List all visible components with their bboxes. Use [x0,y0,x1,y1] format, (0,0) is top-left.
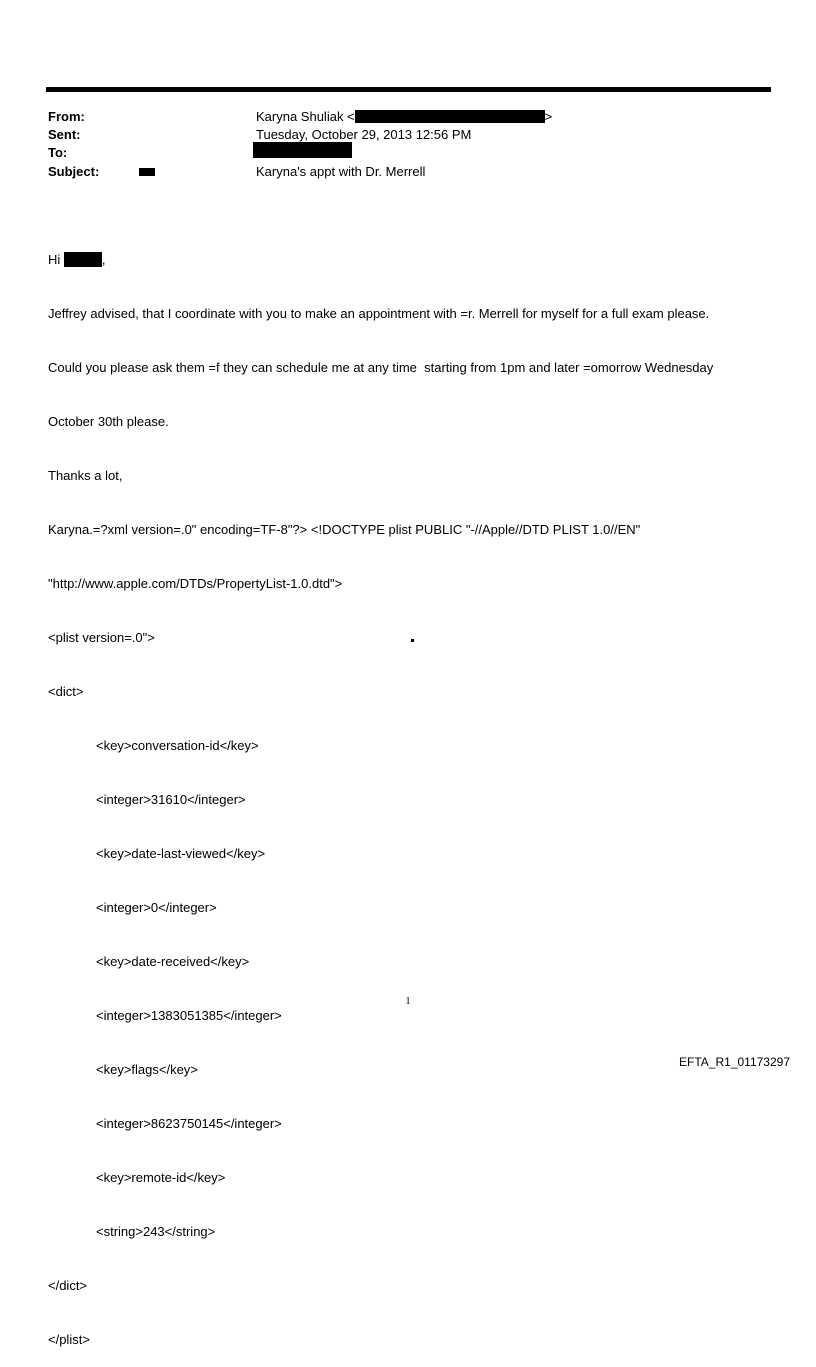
from-email-close: > [544,109,553,124]
dict-line: <key>date-last-viewed</key> [96,846,266,861]
greeting-redaction-block [64,252,102,267]
sent-label: Sent: [48,127,81,142]
dict-line: <integer>31610</integer> [96,792,246,807]
greeting-line [48,251,778,269]
body-line: Karyna.=?xml version=.0" encoding=TF-8"?> <!DOCTYPE plist PUBLIC "-//Apple//DTD PLIST 1.0//EN" [48,522,641,537]
greeting-text: Hi [48,252,61,267]
body-line: <dict> [48,684,84,699]
subject-redaction-block [139,168,155,176]
dict-line: <key>date-received</key> [96,954,250,969]
closing-line: </dict> [48,1278,88,1293]
dict-line: <integer>0</integer> [96,900,217,915]
dict-line: <integer>8623750145</integer> [96,1116,282,1131]
dict-line: <integer>1383051385</integer> [96,1008,282,1023]
body-line: October 30th please. [48,414,169,429]
dict-line: <string>243</string> [96,1224,216,1239]
email-body [48,215,778,1367]
stray-mark [411,639,414,642]
sent-value: Tuesday, October 29, 2013 12:56 PM [256,127,472,142]
body-line: Could you please ask them =f they can schedule me at any time starting from 1pm and later =omorrow Wednesday [48,360,714,375]
to-label: To: [48,145,68,160]
to-redaction-block [253,142,352,158]
header-rule [46,87,771,92]
redaction-block [355,110,545,123]
body-line: "http://www.apple.com/DTDs/PropertyList-1.0.dtd"> [48,576,343,591]
dict-line: <key>remote-id</key> [96,1170,226,1185]
document-id: EFTA_R1_01173297 [679,1055,790,1069]
from-value [256,108,552,126]
greeting-comma: , [101,252,106,267]
dict-line: <key>conversation-id</key> [96,738,259,753]
body-line: Thanks a lot, [48,468,123,483]
subject-label: Subject: [48,164,100,179]
page-number: 1 [405,996,411,1007]
body-line: <plist version=.0"> [48,630,155,645]
body-line: Jeffrey advised, that I coordinate with you to make an appointment with =r. Merrell for myself for a full exam please. [48,306,710,321]
from-label: From: [48,109,85,124]
from-name: Karyna Shuliak < [256,109,355,124]
subject-value: Karyna's appt with Dr. Merrell [256,164,426,179]
dict-line: <key>flags</key> [96,1062,198,1077]
closing-line: </plist> [48,1332,90,1347]
